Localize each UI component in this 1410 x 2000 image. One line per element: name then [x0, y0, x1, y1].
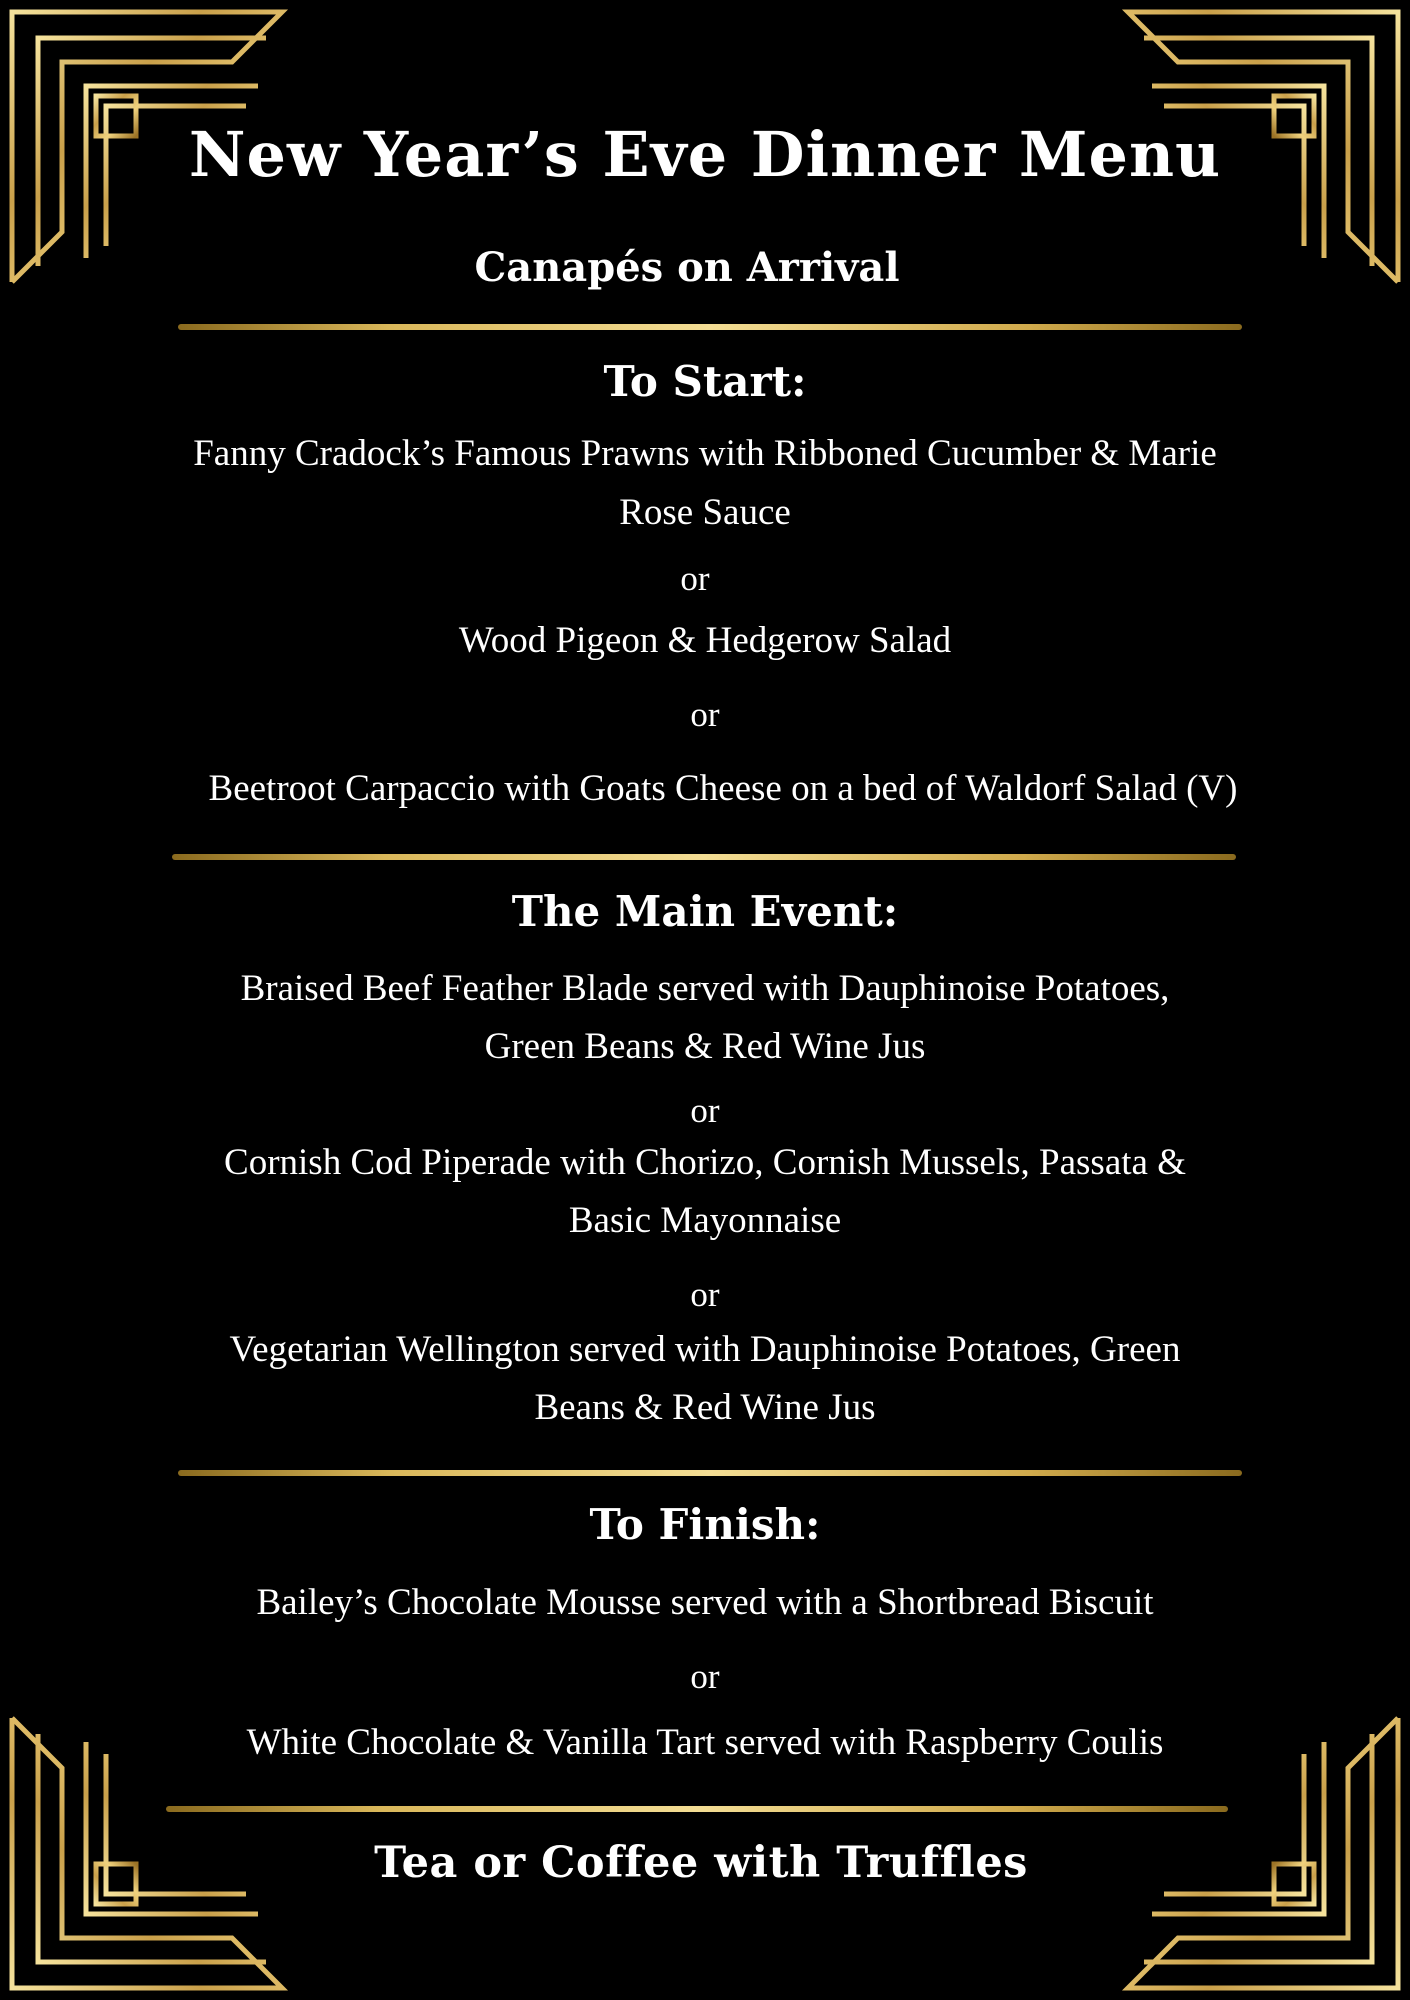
main-item-2-line-2: Basic Mayonnaise	[568, 1200, 842, 1241]
arrival-heading: Canapés on Arrival	[474, 244, 900, 291]
divider	[172, 854, 1236, 860]
divider	[166, 1806, 1228, 1812]
main-item-3-line-1: Vegetarian Wellington served with Dauphinoise Potatoes, Green	[229, 1329, 1181, 1370]
starter-or-2: or	[690, 695, 720, 734]
finale-line: Tea or Coffee with Truffles	[374, 1838, 1028, 1888]
starter-item-1-line-2: Rose Sauce	[619, 492, 791, 533]
dessert-or-1: or	[690, 1657, 720, 1696]
main-item-1-line-2: Green Beans & Red Wine Jus	[484, 1026, 926, 1067]
desserts-heading: To Finish:	[589, 1500, 821, 1549]
main-item-3-line-2: Beans & Red Wine Jus	[534, 1387, 876, 1428]
menu-title: New Year’s Eve Dinner Menu	[188, 118, 1222, 191]
starter-or-1: or	[680, 559, 710, 598]
main-item-2-line-1: Cornish Cod Piperade with Chorizo, Cornish Mussels, Passata &	[224, 1142, 1186, 1183]
dessert-item-1: Bailey’s Chocolate Mousse served with a Shortbread Biscuit	[256, 1582, 1154, 1623]
main-or-2: or	[690, 1275, 720, 1314]
main-or-1: or	[690, 1091, 720, 1130]
starters-heading: To Start:	[603, 357, 807, 406]
divider	[178, 324, 1242, 330]
divider	[178, 1470, 1242, 1476]
dessert-item-2: White Chocolate & Vanilla Tart served with Raspberry Coulis	[246, 1722, 1164, 1763]
starter-item-1-line-1: Fanny Cradock’s Famous Prawns with Ribboned Cucumber & Marie	[193, 433, 1217, 474]
main-item-1-line-1: Braised Beef Feather Blade served with Dauphinoise Potatoes,	[240, 968, 1170, 1009]
starter-item-3: Beetroot Carpaccio with Goats Cheese on a bed of Waldorf Salad (V)	[208, 768, 1238, 809]
starter-item-2: Wood Pigeon & Hedgerow Salad	[458, 620, 952, 661]
mains-heading: The Main Event:	[511, 887, 899, 936]
